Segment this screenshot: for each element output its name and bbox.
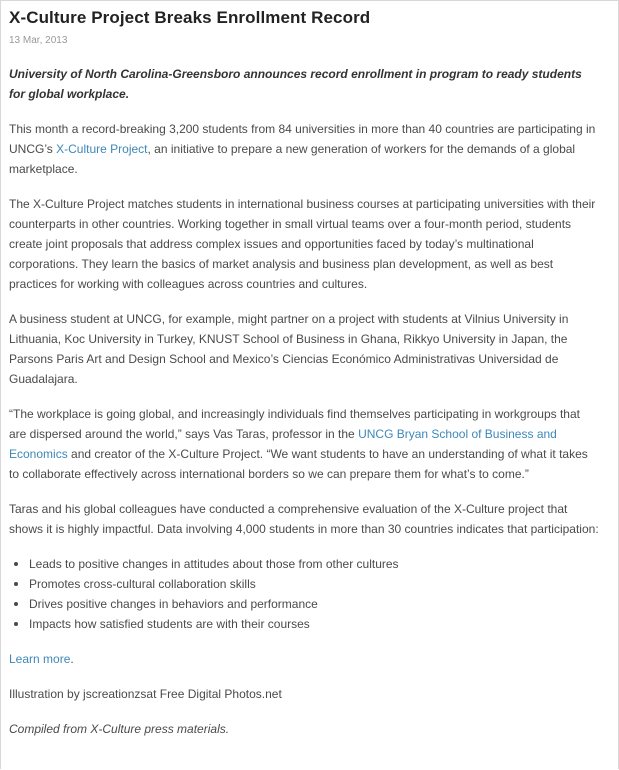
list-item: Promotes cross-cultural collaboration skills <box>29 574 599 594</box>
article-title: X-Culture Project Breaks Enrollment Record <box>9 8 371 27</box>
compiled-note: Compiled from X-Culture press materials. <box>9 722 230 736</box>
illustration-credit: Illustration by jscreationzsat Free Digital Photos.net <box>9 687 282 701</box>
paragraph-4-text-after: and creator of the X-Culture Project. “We want students to have an understanding of what it takes to collaborate effectively across international borders so we can prepare them for what’s to come.” <box>9 447 588 481</box>
paragraph-2: The X-Culture Project matches students in international business courses at participating universities with their counterparts in other countries. Working together in small virtual teams over a four-month period, students create joint proposals that address complex issues and opportunities faced by today’s multinational corporations. They learn the basics of market analysis and business plan development, as well as best practices for working with colleagues across countries and cultures. <box>9 197 596 291</box>
paragraph-1-text-before: This month a record-breaking 3,200 students from 84 universities in more than 40 countries are participating in UNCG’s <box>9 122 596 156</box>
paragraph-3: A business student at UNCG, for example, might partner on a project with students at Vilnius University in Lithuania, Koc University in Turkey, KNUST School of Business in Ghana, Rikkyo University in Japan, the Parsons Paris Art and Design School and Mexico’s Ciencias Económico Administrativas Universidad de Guadalajara. <box>9 312 569 386</box>
paragraph-5: Taras and his global colleagues have conducted a comprehensive evaluation of the X-Culture project that shows it is highly impactful. Data involving 4,000 students in more than 30 countries indicates that participation: <box>9 502 599 536</box>
article <box>9 8 599 739</box>
list-item: Drives positive changes in behaviors and performance <box>29 594 599 614</box>
learn-more-line <box>9 649 599 669</box>
x-culture-project-link[interactable]: X-Culture Project <box>56 142 148 156</box>
article-date: 13 Mar, 2013 <box>9 35 68 46</box>
findings-list <box>9 554 599 634</box>
paragraph-4 <box>9 404 599 484</box>
learn-more-period: . <box>70 652 74 666</box>
list-item: Impacts how satisfied students are with their courses <box>29 614 599 634</box>
list-item: Leads to positive changes in attitudes about those from other cultures <box>29 554 599 574</box>
paragraph-4-text-before: “The workplace is going global, and increasingly individuals find themselves participating in workgroups that are dispersed around the world,” says Vas Taras, professor in the <box>9 407 580 441</box>
learn-more-link[interactable]: Learn more <box>9 652 71 666</box>
paragraph-1 <box>9 119 599 179</box>
paragraph-1-text-after: , an initiative to prepare a new generation of workers for the demands of a global marketplace. <box>9 142 576 176</box>
article-lead: University of North Carolina-Greensboro announces record enrollment in program to ready students for global workplace. <box>9 67 582 101</box>
bryan-school-link[interactable]: UNCG Bryan School of Business and Economics <box>9 427 557 461</box>
